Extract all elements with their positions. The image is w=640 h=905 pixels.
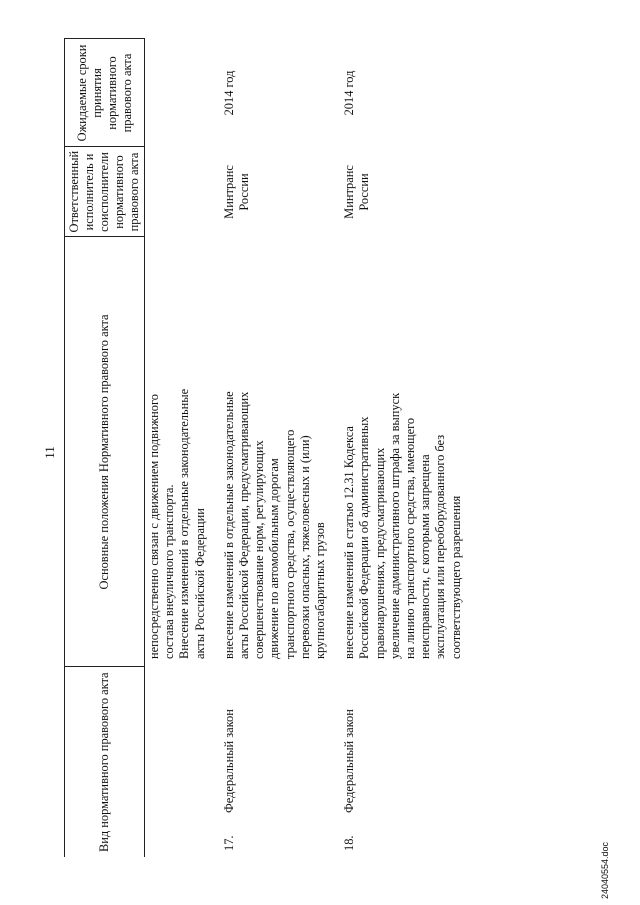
row-type-cell bbox=[220, 667, 340, 857]
header-act-type: Вид нормативного правового акта bbox=[65, 667, 145, 857]
provision-line: перевозки опасных, тяжеловесных и (или) bbox=[297, 435, 312, 659]
header-deadline: Ожидаемые сроки принятия нормативного правового акта bbox=[65, 39, 145, 147]
row-provisions bbox=[220, 237, 340, 667]
provision-line: транспортного средства, осуществляющего bbox=[282, 429, 297, 659]
provision-line: соответствующего разрешения bbox=[448, 495, 463, 659]
provision-line: увеличение административного штрафа за выпуск bbox=[387, 392, 402, 659]
provision-line: акты Российской Федерации, предусматривающих bbox=[237, 391, 252, 659]
header-executor: Ответственный исполнитель и соисполнители нормативного правового акта bbox=[65, 147, 145, 237]
row-number: 17. bbox=[221, 835, 236, 851]
continuation-line: непосредственно связан с движением подвижного bbox=[147, 394, 161, 659]
provision-line: правонарушениях, предусматривающих bbox=[372, 447, 387, 659]
continuation-executor bbox=[145, 147, 220, 237]
row-executor: Минтранс России bbox=[342, 165, 372, 219]
table-row bbox=[340, 39, 476, 857]
provision-line: эксплуатация или переоборудованного без bbox=[433, 434, 448, 659]
row-executor: Минтранс России bbox=[221, 165, 252, 219]
table-header-row bbox=[65, 39, 145, 857]
row-number: 18. bbox=[342, 835, 357, 851]
continuation-empty-cell bbox=[145, 667, 220, 857]
legal-acts-table bbox=[64, 38, 476, 857]
provision-line: движение по автомобильным дорогам bbox=[267, 458, 282, 659]
document-filename: 24040554.doc bbox=[600, 841, 610, 899]
page-number: 11 bbox=[42, 446, 57, 459]
continuation-provisions bbox=[145, 237, 220, 667]
row-act-type: Федеральный закон bbox=[342, 709, 357, 813]
provision-line: внесение изменений в отдельные законодательные bbox=[221, 391, 236, 659]
provision-line: крупногабаритных грузов bbox=[313, 522, 328, 659]
provision-line: внесение изменений в статью 12.31 Кодекса bbox=[342, 426, 357, 659]
header-provisions: Основные положения Нормативного правового акта bbox=[65, 237, 145, 667]
continuation-deadline bbox=[145, 39, 220, 147]
provision-line: Российской Федерации об административных bbox=[357, 416, 372, 659]
provision-line: на линию транспортного средства, имеющего bbox=[403, 417, 418, 659]
table-row bbox=[220, 39, 340, 857]
row-type-cell bbox=[340, 667, 476, 857]
provision-line: неисправности, с которыми запрещена bbox=[418, 454, 433, 659]
table-row-continuation bbox=[145, 39, 220, 857]
row-provisions bbox=[340, 237, 476, 667]
row-deadline: 2014 год bbox=[221, 70, 236, 116]
continuation-line: состава внеуличного транспорта. bbox=[162, 484, 177, 659]
continuation-line: Внесение изменений в отдельные законодательные bbox=[177, 388, 192, 659]
row-deadline: 2014 год bbox=[342, 70, 357, 116]
provision-line: совершенствование норм, регулирующих bbox=[252, 440, 267, 659]
row-act-type: Федеральный закон bbox=[221, 709, 236, 813]
continuation-line: акты Российской Федерации bbox=[192, 508, 207, 659]
